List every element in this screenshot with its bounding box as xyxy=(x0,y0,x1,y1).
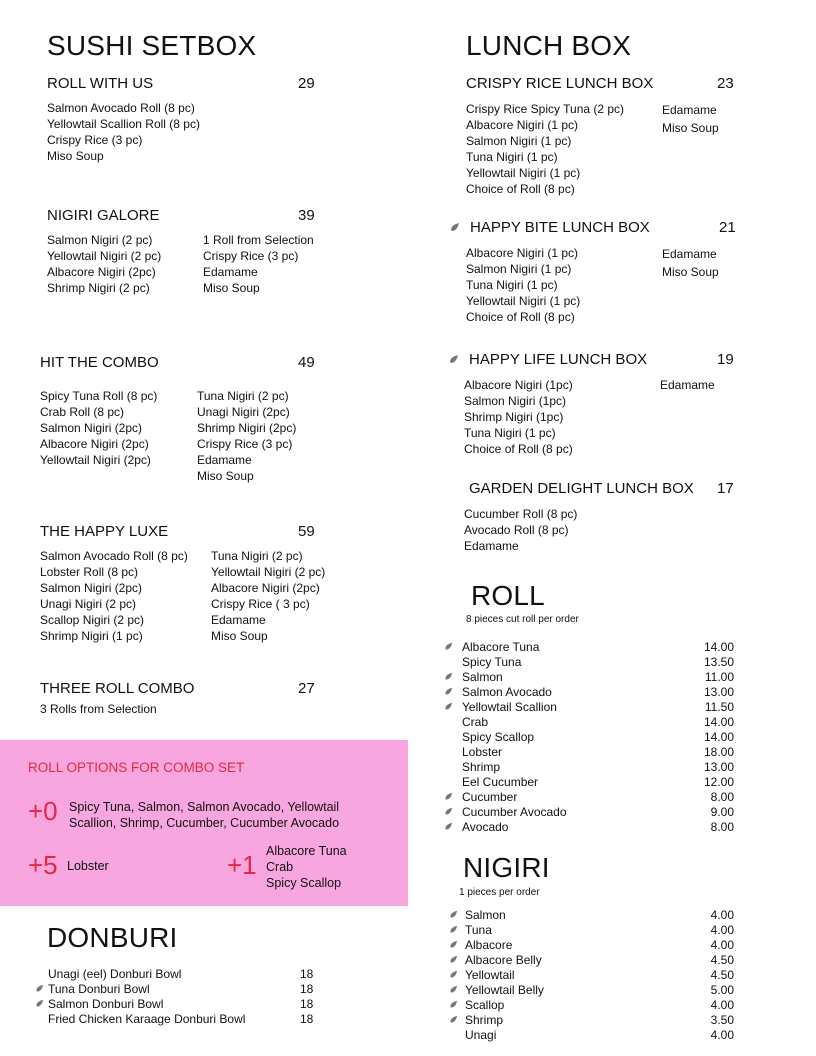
lunch-items xyxy=(466,101,624,197)
item-name: Yellowtail Belly xyxy=(465,983,544,997)
item: Salmon Nigiri (2pc) xyxy=(40,421,143,435)
item: Tuna Nigiri (2 pc) xyxy=(197,389,289,403)
set-name: ROLL WITH US xyxy=(47,75,154,92)
menu-row xyxy=(445,998,740,1013)
item-price: 4.00 xyxy=(710,908,734,922)
plus-zero-label: +0 xyxy=(28,796,58,826)
item: Unagi Nigiri (2pc) xyxy=(197,405,290,419)
item-price: 12.00 xyxy=(703,775,734,789)
menu-row xyxy=(440,760,740,775)
item: Shrimp Nigiri (1pc) xyxy=(464,410,564,424)
item: Edamame xyxy=(464,539,519,553)
item: Yellowtail Scallion Roll (8 pc) xyxy=(47,117,200,131)
item: Scallion, Shrimp, Cucumber, Cucumber Avocado xyxy=(69,816,340,830)
item-name: Shrimp xyxy=(462,760,501,774)
donburi-title: DONBURI xyxy=(47,922,178,953)
item: Yellowtail Nigiri (2 pc) xyxy=(47,249,162,263)
item-name: Yellowtail xyxy=(465,968,515,982)
item-price: 18 xyxy=(300,967,314,981)
item: Spicy Tuna Roll (8 pc) xyxy=(40,389,158,403)
set-price: 49 xyxy=(298,354,315,371)
item-price: 18 xyxy=(300,982,314,996)
lunch-name: GARDEN DELIGHT LUNCH BOX xyxy=(469,480,694,497)
item-name: Salmon xyxy=(465,908,506,922)
item-name: Avocado xyxy=(462,820,509,834)
item: Yellowtail Nigiri (2 pc) xyxy=(211,565,326,579)
lunch-items-2 xyxy=(662,101,719,137)
item: 1 Roll from Selection xyxy=(203,233,314,247)
item: Salmon Nigiri (2 pc) xyxy=(47,233,153,247)
item: Crab xyxy=(266,860,294,874)
item-price: 14.00 xyxy=(703,715,734,729)
menu-row xyxy=(30,1012,330,1027)
menu-row xyxy=(440,745,740,760)
item: Lobster Roll (8 pc) xyxy=(40,565,139,579)
item-price: 9.00 xyxy=(710,805,734,819)
item: Albacore Tuna xyxy=(266,844,347,858)
item-price: 4.00 xyxy=(710,998,734,1012)
item: Salmon Avocado Roll (8 pc) xyxy=(47,101,195,115)
sushi-setbox-title: SUSHI SETBOX xyxy=(47,30,257,61)
item-name: Fried Chicken Karaage Donburi Bowl xyxy=(48,1012,246,1026)
item: Tuna Nigiri (1 pc) xyxy=(466,150,558,164)
item: Albacore Nigiri (2pc) xyxy=(47,265,156,279)
lunch-price: 23 xyxy=(717,75,734,92)
item: Choice of Roll (8 pc) xyxy=(466,310,575,324)
item: Crispy Rice Spicy Tuna (2 pc) xyxy=(466,102,625,116)
item: Tuna Nigiri (2 pc) xyxy=(211,549,303,563)
item: Crispy Rice ( 3 pc) xyxy=(211,597,310,611)
item: Salmon Nigiri (2pc) xyxy=(40,581,143,595)
item: Miso Soup xyxy=(203,281,260,295)
item: Tuna Nigiri (1 pc) xyxy=(464,426,556,440)
leaf-icon xyxy=(447,955,458,966)
item: Yellowtail Nigiri (1 pc) xyxy=(466,166,581,180)
menu-row xyxy=(30,997,330,1012)
lunch-name: CRISPY RICE LUNCH BOX xyxy=(466,75,654,92)
menu-row xyxy=(445,908,740,923)
set-name: HIT THE COMBO xyxy=(40,354,159,371)
menu-row xyxy=(440,685,740,700)
roll-options-title: ROLL OPTIONS FOR COMBO SET xyxy=(28,760,245,775)
item-price: 4.00 xyxy=(710,1028,734,1042)
menu-row xyxy=(440,655,740,670)
item: Miso Soup xyxy=(197,469,254,483)
leaf-icon xyxy=(442,672,453,683)
item: Edamame xyxy=(662,247,717,261)
item: Crispy Rice (3 pc) xyxy=(203,249,299,263)
item: Avocado Roll (8 pc) xyxy=(464,523,569,537)
item: Shrimp Nigiri (2pc) xyxy=(197,421,297,435)
leaf-icon xyxy=(442,822,453,833)
plus-zero-items xyxy=(69,799,339,831)
item: Cucumber Roll (8 pc) xyxy=(464,507,578,521)
menu-row xyxy=(445,1013,740,1028)
plus-one-items xyxy=(266,843,347,891)
item: Spicy Tuna, Salmon, Salmon Avocado, Yellowtail xyxy=(69,800,340,814)
item: 3 Rolls from Selection xyxy=(40,702,157,716)
item: Salmon Nigiri (1 pc) xyxy=(466,262,572,276)
set-name: THREE ROLL COMBO xyxy=(40,680,195,697)
item-price: 18 xyxy=(300,1012,314,1026)
menu-row xyxy=(440,715,740,730)
menu-row xyxy=(445,923,740,938)
item: Albacore Nigiri (2pc) xyxy=(211,581,320,595)
leaf-icon xyxy=(442,702,453,713)
leaf-icon xyxy=(447,910,458,921)
menu-row xyxy=(440,805,740,820)
item-price: 11.50 xyxy=(704,700,734,714)
leaf-icon xyxy=(447,970,458,981)
leaf-icon xyxy=(33,984,44,995)
leaf-icon xyxy=(33,999,44,1010)
nigiri-subtitle: 1 pieces per order xyxy=(459,887,540,898)
item-name: Spicy Tuna xyxy=(462,655,522,669)
item-price: 4.00 xyxy=(710,938,734,952)
lunch-box-title: LUNCH BOX xyxy=(466,30,632,61)
item-price: 13.00 xyxy=(703,760,734,774)
item: Crispy Rice (3 pc) xyxy=(47,133,143,147)
item-price: 5.00 xyxy=(710,983,734,997)
item-name: Scallop xyxy=(465,998,505,1012)
item: Edamame xyxy=(203,265,258,279)
leaf-icon xyxy=(447,925,458,936)
item: Shrimp Nigiri (2 pc) xyxy=(47,281,150,295)
lunch-items xyxy=(464,377,573,457)
item: Salmon Avocado Roll (8 pc) xyxy=(40,549,188,563)
item-price: 13.00 xyxy=(703,685,734,699)
item-name: Cucumber Avocado xyxy=(462,805,567,819)
lunch-items-2 xyxy=(660,377,715,393)
set-price: 29 xyxy=(298,75,315,92)
item-name: Cucumber xyxy=(462,790,518,804)
menu-row xyxy=(445,1028,740,1043)
leaf-icon xyxy=(447,222,460,235)
set-items-2 xyxy=(211,548,325,644)
item-price: 11.00 xyxy=(704,670,734,684)
item: Shrimp Nigiri (1 pc) xyxy=(40,629,143,643)
item: Choice of Roll (8 pc) xyxy=(466,182,575,196)
item: Lobster xyxy=(67,859,109,873)
lunch-price: 17 xyxy=(717,480,734,497)
set-items xyxy=(40,388,157,468)
lunch-price: 21 xyxy=(719,219,736,236)
set-items xyxy=(47,100,200,164)
item: Salmon Nigiri (1pc) xyxy=(464,394,567,408)
menu-row xyxy=(30,982,330,997)
leaf-icon xyxy=(442,807,453,818)
item-name: Salmon Avocado xyxy=(462,685,552,699)
menu-row xyxy=(445,953,740,968)
set-price: 39 xyxy=(298,207,315,224)
item-name: Eel Cucumber xyxy=(462,775,539,789)
item-price: 4.50 xyxy=(710,953,734,967)
item-name: Crab xyxy=(462,715,489,729)
lunch-items xyxy=(466,245,580,325)
item: Miso Soup xyxy=(662,265,719,279)
menu-row xyxy=(440,820,740,835)
item-price: 13.50 xyxy=(703,655,734,669)
leaf-icon xyxy=(446,354,459,367)
item: Choice of Roll (8 pc) xyxy=(464,442,573,456)
item-name: Albacore xyxy=(465,938,513,952)
roll-options-panel xyxy=(0,740,408,906)
item: Spicy Scallop xyxy=(266,876,342,890)
lunch-price: 19 xyxy=(717,351,734,368)
item-price: 14.00 xyxy=(703,640,734,654)
leaf-icon xyxy=(447,985,458,996)
roll-subtitle: 8 pieces cut roll per order xyxy=(466,614,579,625)
item: Albacore Nigiri (1 pc) xyxy=(466,118,579,132)
item: Albacore Nigiri (1pc) xyxy=(464,378,573,392)
leaf-icon xyxy=(442,687,453,698)
set-name: THE HAPPY LUXE xyxy=(40,523,169,540)
item: Crab Roll (8 pc) xyxy=(40,405,125,419)
item: Scallop Nigiri (2 pc) xyxy=(40,613,145,627)
set-items xyxy=(40,548,188,644)
menu-row xyxy=(440,700,740,715)
menu-row xyxy=(440,730,740,745)
set-name: NIGIRI GALORE xyxy=(47,207,160,224)
menu-row xyxy=(445,983,740,998)
item-price: 18 xyxy=(300,997,314,1011)
item: Yellowtail Nigiri (2pc) xyxy=(40,453,151,467)
nigiri-title: NIGIRI xyxy=(463,852,550,883)
set-items-2 xyxy=(197,388,296,484)
roll-list xyxy=(440,640,740,835)
lunch-items-2 xyxy=(662,245,719,281)
item: Tuna Nigiri (1 pc) xyxy=(466,278,558,292)
menu-row xyxy=(445,938,740,953)
item-price: 8.00 xyxy=(710,820,734,834)
plus-five-label: +5 xyxy=(28,850,58,880)
item: Unagi Nigiri (2 pc) xyxy=(40,597,137,611)
plus-five-item xyxy=(67,858,109,874)
item-price: 8.00 xyxy=(710,790,734,804)
set-items xyxy=(40,701,157,717)
item-name: Tuna xyxy=(465,923,492,937)
item: Crispy Rice (3 pc) xyxy=(197,437,293,451)
item-name: Albacore Tuna xyxy=(462,640,540,654)
item-name: Salmon Donburi Bowl xyxy=(48,997,164,1011)
lunch-name: HAPPY BITE LUNCH BOX xyxy=(470,219,650,236)
leaf-icon xyxy=(442,642,453,653)
item: Edamame xyxy=(211,613,266,627)
item-name: Unagi xyxy=(465,1028,497,1042)
set-price: 27 xyxy=(298,680,315,697)
item: Miso Soup xyxy=(47,149,104,163)
item-name: Tuna Donburi Bowl xyxy=(48,982,150,996)
menu-row xyxy=(440,640,740,655)
item: Albacore Nigiri (2pc) xyxy=(40,437,149,451)
lunch-name: HAPPY LIFE LUNCH BOX xyxy=(469,351,648,368)
item: Miso Soup xyxy=(211,629,268,643)
item-name: Lobster xyxy=(462,745,503,759)
item-price: 18.00 xyxy=(703,745,734,759)
set-items-2 xyxy=(203,232,314,296)
item-name: Spicy Scallop xyxy=(462,730,535,744)
menu-row xyxy=(440,790,740,805)
roll-title: ROLL xyxy=(471,580,545,611)
lunch-items xyxy=(464,506,577,554)
item-name: Yellowtail Scallion xyxy=(462,700,557,714)
item: Yellowtail Nigiri (1 pc) xyxy=(466,294,581,308)
item-price: 4.00 xyxy=(710,923,734,937)
item-price: 4.50 xyxy=(710,968,734,982)
menu-row xyxy=(440,775,740,790)
item: Edamame xyxy=(660,378,715,392)
item: Edamame xyxy=(662,103,717,117)
item-price: 3.50 xyxy=(710,1013,734,1027)
menu-row xyxy=(445,968,740,983)
set-items xyxy=(47,232,161,296)
set-price: 59 xyxy=(298,523,315,540)
leaf-icon xyxy=(447,940,458,951)
leaf-icon xyxy=(447,1000,458,1011)
menu-row xyxy=(30,967,330,982)
item: Miso Soup xyxy=(662,121,719,135)
plus-one-label: +1 xyxy=(227,850,257,880)
donburi-list xyxy=(30,967,330,1027)
item-name: Salmon xyxy=(462,670,503,684)
leaf-icon xyxy=(447,1015,458,1026)
item-name: Shrimp xyxy=(465,1013,504,1027)
nigiri-list xyxy=(445,908,740,1043)
item-name: Albacore Belly xyxy=(465,953,542,967)
item: Salmon Nigiri (1 pc) xyxy=(466,134,572,148)
leaf-icon xyxy=(442,792,453,803)
item-name: Unagi (eel) Donburi Bowl xyxy=(48,967,182,981)
menu-row xyxy=(440,670,740,685)
item: Edamame xyxy=(197,453,252,467)
item-price: 14.00 xyxy=(703,730,734,744)
item: Albacore Nigiri (1 pc) xyxy=(466,246,579,260)
